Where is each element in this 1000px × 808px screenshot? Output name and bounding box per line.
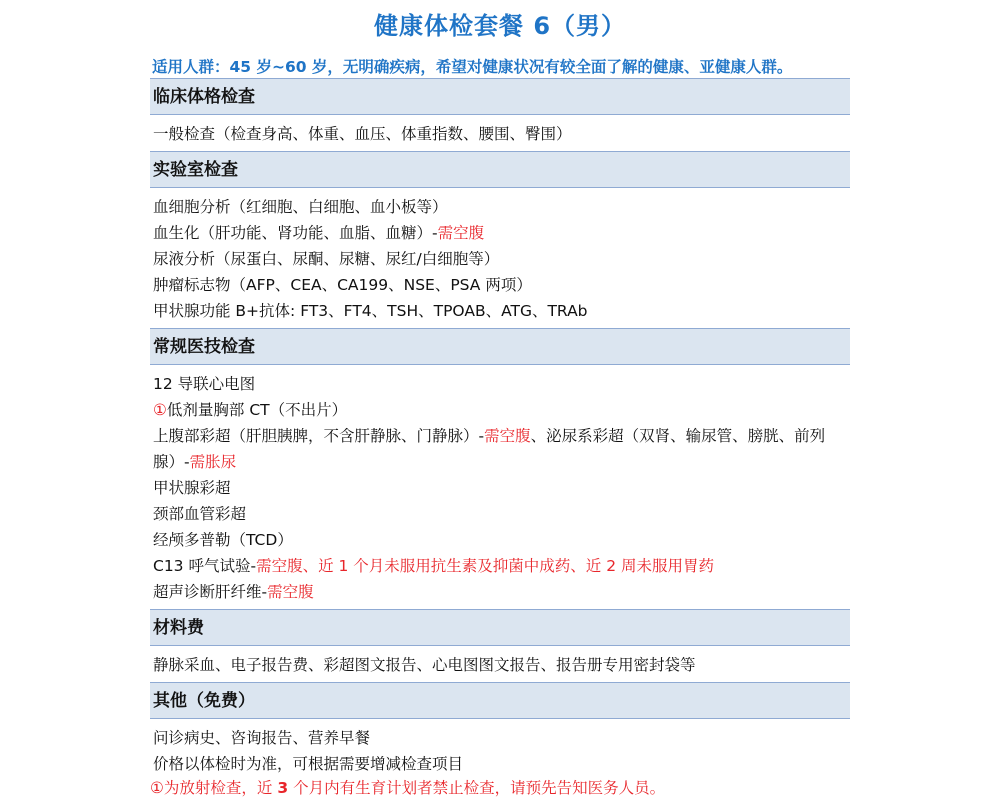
list-item — [153, 397, 850, 423]
item-text: 问诊病史、咨询报告、营养早餐 — [153, 729, 371, 747]
item-text: 血生化（肝功能、肾功能、血脂、血糖）- — [153, 224, 438, 242]
fasting-requirement: 需空腹 — [484, 427, 531, 445]
list-item — [153, 527, 850, 553]
radiation-marker: ① — [150, 779, 164, 797]
item-text: 12 导联心电图 — [153, 375, 256, 393]
item-text: 一般检查（检查身高、体重、血压、体重指数、腰围、臀围） — [153, 125, 572, 143]
list-item — [153, 501, 850, 527]
item-text: 甲状腺彩超 — [153, 479, 231, 497]
list-item — [153, 652, 850, 678]
package-document — [150, 0, 850, 781]
section-body-lab-tests — [150, 188, 850, 328]
item-text: 低剂量胸部 CT（不出片） — [166, 401, 348, 419]
list-item — [153, 423, 850, 475]
fasting-requirement: 需空腹 — [437, 224, 485, 242]
page-title: 健康体检套餐 6（男） — [373, 12, 627, 40]
full-bladder-requirement: 需胀尿 — [189, 453, 237, 471]
breath-test-requirement: 需空腹、近 1 个月未服用抗生素及抑菌中成药、近 2 周未服用胃药 — [256, 557, 715, 575]
item-text-continued: 、泌尿系彩超（双肾、输尿管、膀胱、前列腺）- — [153, 427, 826, 471]
list-item — [153, 194, 850, 220]
item-text: 尿液分析（尿蛋白、尿酮、尿糖、尿红/白细胞等） — [153, 250, 500, 268]
item-text: 肿瘤标志物（AFP、CEA、CA199、NSE、PSA 两项） — [153, 276, 532, 294]
item-text: 血细胞分析（红细胞、白细胞、血小板等） — [153, 198, 448, 216]
item-text: 超声诊断肝纤维- — [153, 583, 268, 601]
section-body-imaging-exams — [150, 365, 850, 609]
item-text: C13 呼气试验- — [153, 557, 257, 575]
section-header-lab-tests: 实验室检查 — [150, 151, 850, 188]
list-item — [153, 121, 850, 147]
list-item — [153, 371, 850, 397]
radiation-marker: ① — [153, 401, 167, 419]
fasting-requirement: 需空腹 — [267, 583, 314, 601]
section-body-other-free — [150, 719, 850, 781]
list-item — [153, 579, 850, 605]
list-item — [153, 246, 850, 272]
section-header-other-free: 其他（免费） — [150, 682, 850, 719]
list-item — [153, 751, 850, 777]
list-item — [153, 272, 850, 298]
list-item — [153, 725, 850, 751]
section-header-materials-fee: 材料费 — [150, 609, 850, 646]
footnote-text: 为放射检查，近 — [163, 779, 278, 797]
list-item — [153, 475, 850, 501]
radiation-footnote — [150, 776, 665, 800]
footnote-text-continued: 个月内有生育计划者禁止检查，请预先告知医务人员。 — [288, 779, 666, 797]
item-text: 上腹部彩超（肝胆胰脾，不含肝静脉、门静脉）- — [153, 427, 485, 445]
list-item — [153, 298, 850, 324]
list-item — [153, 553, 850, 579]
section-header-clinical-exam: 临床体格检查 — [150, 78, 850, 115]
target-population: 适用人群：45 岁~60 岁，无明确疾病，希望对健康状况有较全面了解的健康、亚健康人群。 — [152, 58, 793, 76]
item-text: 甲状腺功能 B+抗体: FT3、FT4、TSH、TPOAB、ATG、TRAb — [153, 302, 588, 320]
footnote-months: 3 — [277, 779, 289, 797]
section-header-imaging-exams: 常规医技检查 — [150, 328, 850, 365]
item-text: 静脉采血、电子报告费、彩超图文报告、心电图图文报告、报告册专用密封袋等 — [153, 656, 696, 674]
item-text: 颈部血管彩超 — [153, 505, 247, 523]
item-text: 价格以体检时为准，可根据需要增减检查项目 — [153, 755, 464, 773]
item-text: 经颅多普勒（TCD） — [153, 531, 293, 549]
section-body-materials-fee — [150, 646, 850, 682]
list-item — [153, 220, 850, 246]
section-body-clinical-exam — [150, 115, 850, 151]
